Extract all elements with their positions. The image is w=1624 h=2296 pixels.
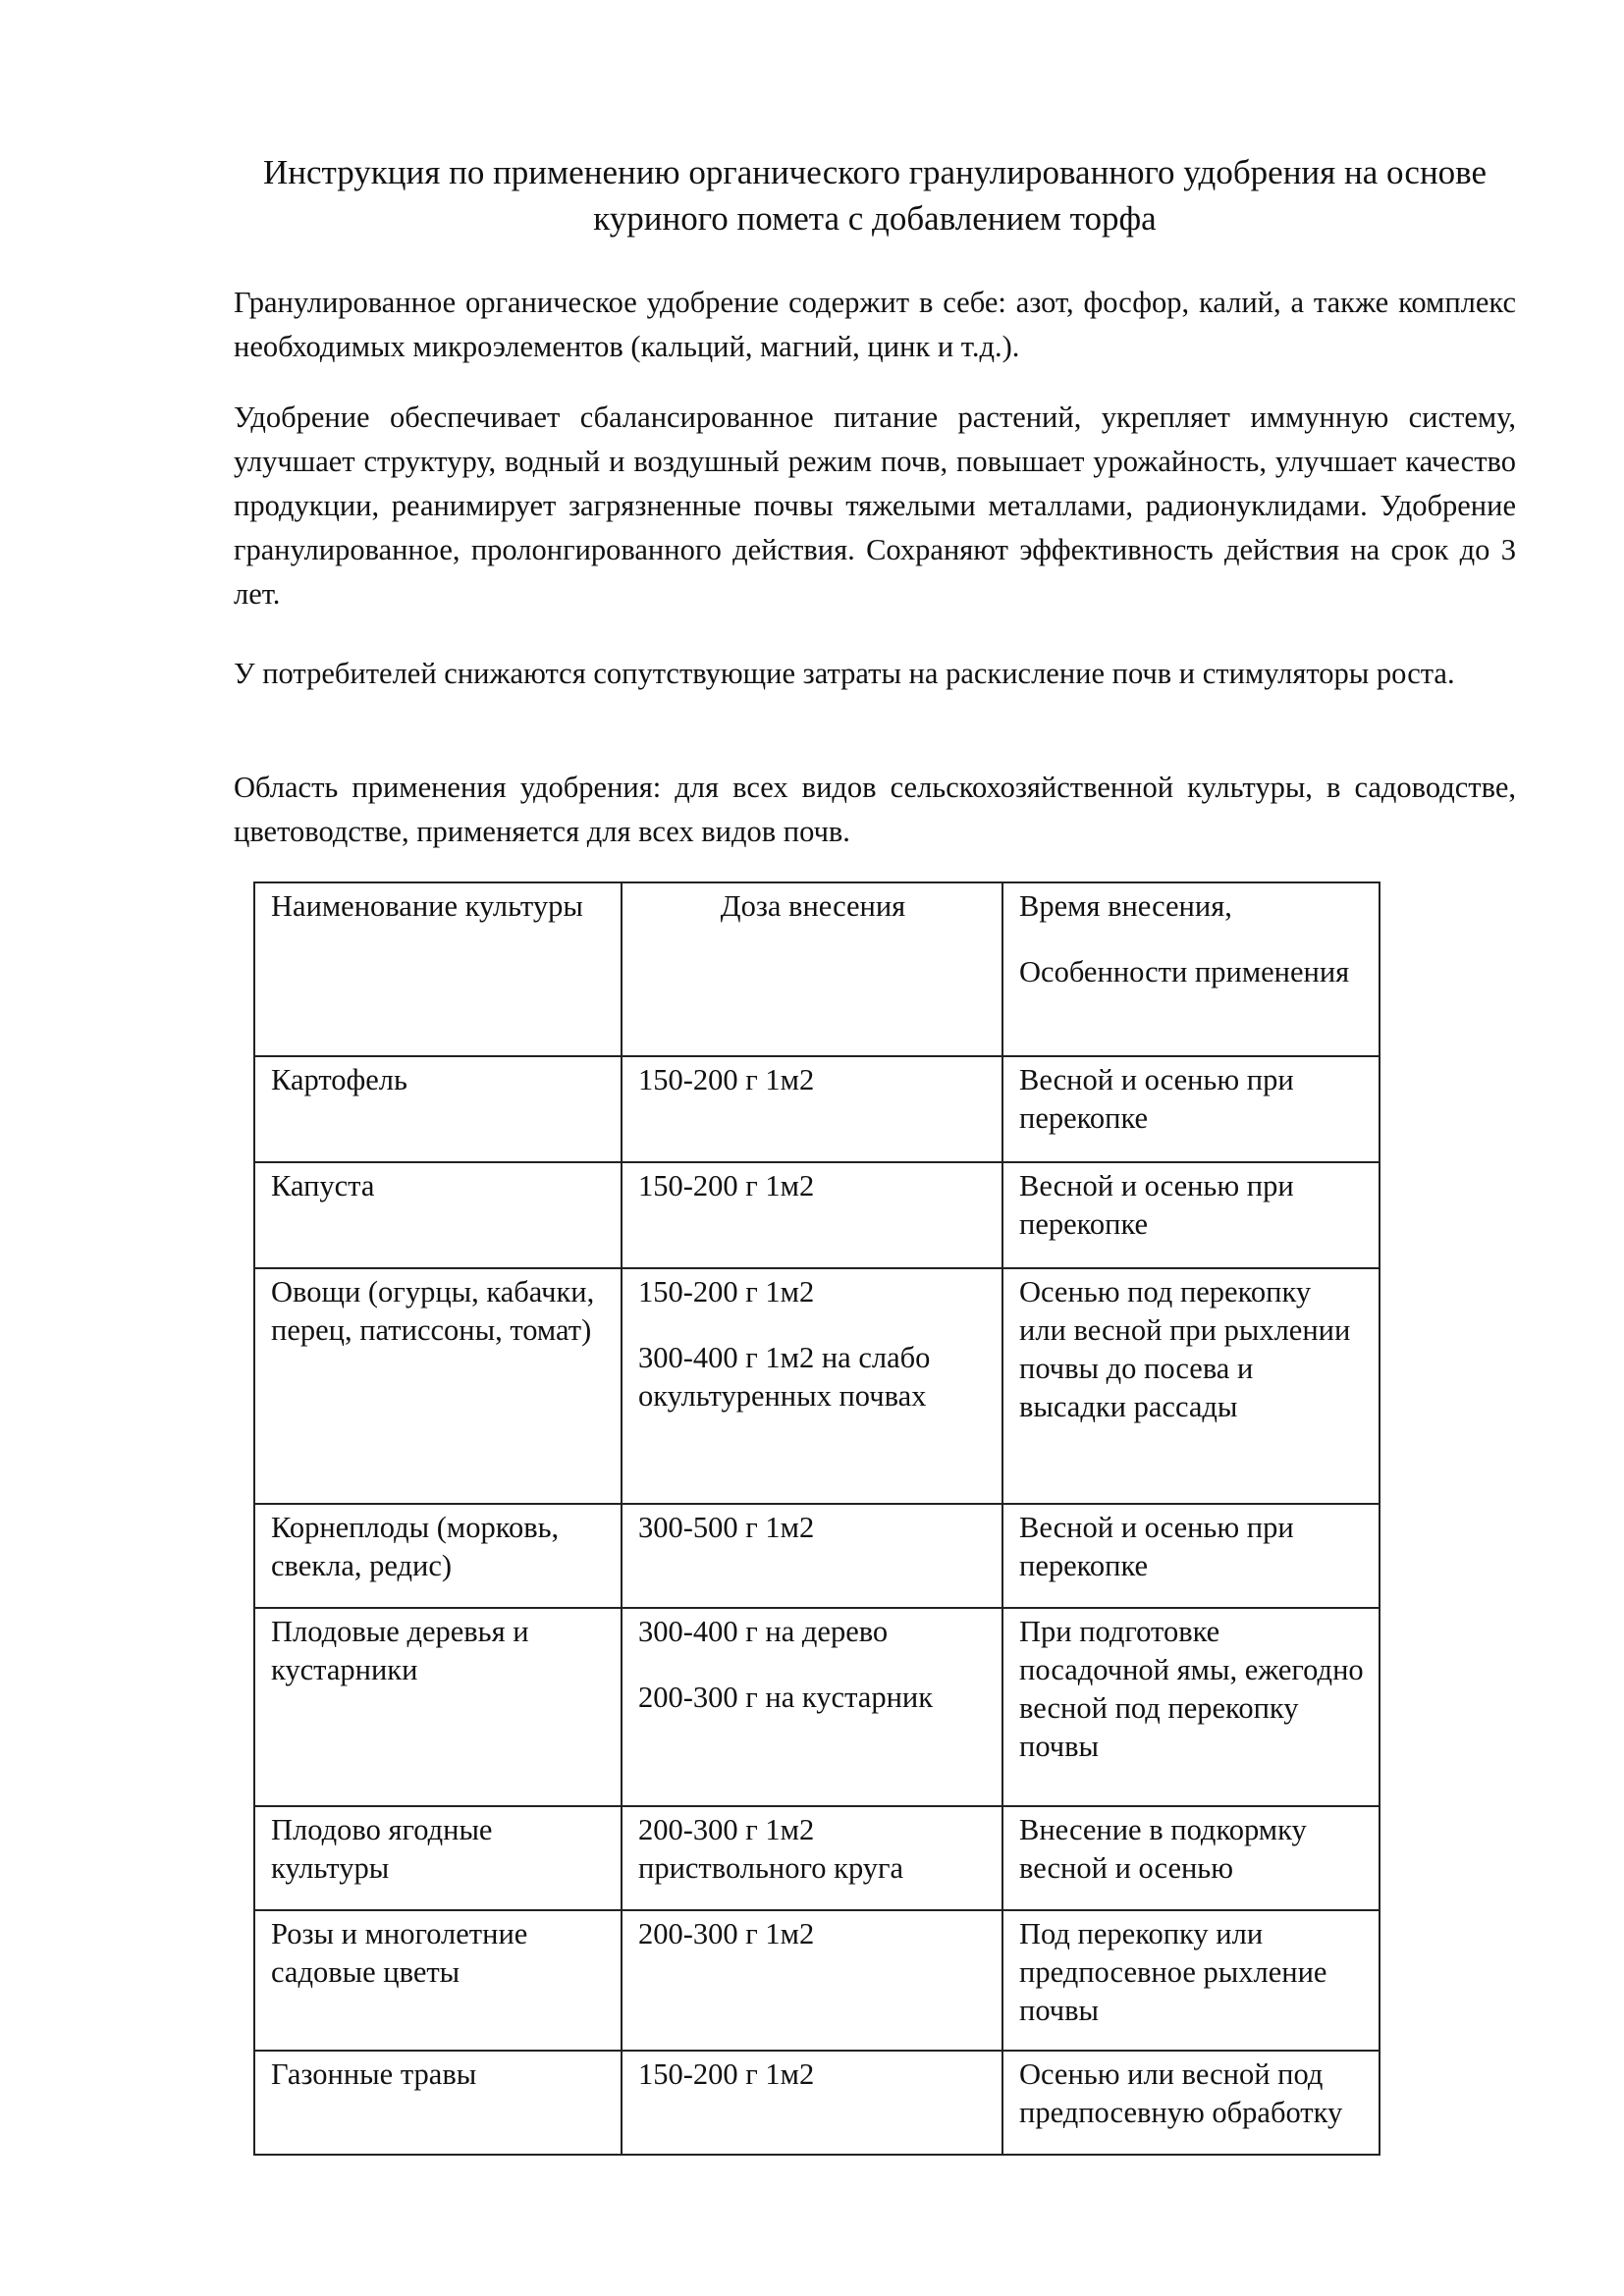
table-row (254, 1504, 1380, 1608)
cell-time (1002, 2051, 1380, 2155)
table-row (254, 1806, 1380, 1910)
header-dose-label: Доза внесения (720, 889, 906, 923)
cell-crop (254, 2051, 622, 2155)
cell-dose (622, 1268, 1002, 1504)
table-row (254, 2051, 1380, 2155)
cell-time-text: Внесение в подкормку весной и осенью (1019, 1813, 1307, 1885)
cell-time-text: Осенью или весной под предпосевную обработку (1019, 2057, 1343, 2129)
cell-crop-text: Корнеплоды (морковь, свекла, редис) (271, 1511, 560, 1582)
cell-crop (254, 1910, 622, 2051)
cell-crop-text: Картофель (271, 1063, 407, 1096)
cell-time (1002, 1162, 1380, 1268)
cell-dose (622, 2051, 1002, 2155)
cell-crop-text: Капуста (271, 1169, 375, 1202)
header-crop-label: Наименование культуры (271, 889, 583, 923)
header-time-extra: Особенности применения (1019, 955, 1350, 988)
cell-dose-text: 150-200 г 1м2 (638, 1169, 815, 1202)
cell-dose (622, 1504, 1002, 1608)
table-row (254, 1162, 1380, 1268)
paragraph-costs: У потребителей снижаются сопутствующие затраты на раскисление почв и стимуляторы роста. (234, 657, 1455, 690)
cell-crop (254, 1806, 622, 1910)
cell-crop-text: Газонные травы (271, 2057, 477, 2091)
document-title: Инструкция по применению органического гранулированного удобрения на основе куриного помета с добавлением торфа (262, 153, 1488, 238)
cell-crop (254, 1056, 622, 1162)
cell-time-text: Весной и осенью при перекопке (1019, 1511, 1294, 1582)
cell-time-text: При подготовке посадочной ямы, ежегодно весной под перекопку почвы (1019, 1615, 1364, 1763)
header-dose (622, 882, 1002, 1056)
header-time (1002, 882, 1380, 1056)
cell-crop-text: Плодовые деревья и кустарники (271, 1615, 529, 1686)
cell-time (1002, 1268, 1380, 1504)
table-row (254, 1608, 1380, 1806)
cell-time (1002, 1504, 1380, 1608)
cell-time (1002, 1056, 1380, 1162)
header-time-label: Время внесения, (1019, 889, 1232, 923)
cell-dose-text: 300-500 г 1м2 (638, 1511, 815, 1544)
cell-time-text: Осенью под перекопку или весной при рыхлении почвы до посева и высадки рассады (1019, 1275, 1351, 1423)
cell-dose-text: 150-200 г 1м2 (638, 1275, 815, 1308)
cell-gap (638, 1311, 988, 1339)
cell-gap (638, 1651, 988, 1679)
cell-dose (622, 1806, 1002, 1910)
cell-dose (622, 1162, 1002, 1268)
table-row (254, 1910, 1380, 2051)
cell-crop-text: Плодово ягодные культуры (271, 1813, 493, 1885)
paragraph-application-area: Область применения удобрения: для всех видов сельскохозяйственной культуры, в садоводстве, цветоводстве, применяется для всех видов почв. (234, 771, 1516, 848)
cell-dose-extra: 300-400 г 1м2 на слабо окультуренных почвах (638, 1341, 931, 1413)
cell-crop (254, 1504, 622, 1608)
cell-dose-text: 200-300 г 1м2 (638, 1917, 815, 1950)
cell-gap (1019, 926, 1365, 953)
header-crop (254, 882, 622, 1056)
cell-dose-text: 150-200 г 1м2 (638, 1063, 815, 1096)
cell-dose-text: 200-300 г 1м2 приствольного круга (638, 1813, 904, 1885)
cell-dose (622, 1608, 1002, 1806)
cell-time-text: Под перекопку или предпосевное рыхление почвы (1019, 1917, 1327, 2027)
cell-time-text: Весной и осенью при перекопке (1019, 1169, 1294, 1241)
cell-dose-text: 300-400 г на дерево (638, 1615, 889, 1648)
paragraph-benefits: Удобрение обеспечивает сбалансированное питание растений, укрепляет иммунную систему, улучшает структуру, водный и воздушный режим почв, повышает урожайность, улучшает качество продукции, реанимирует загрязненные почвы тяжелыми металлами, радионуклидами. Удобрение гранулированное, пролонгированного действия. Сохраняют эффективность действия на срок до 3 лет. (234, 400, 1516, 611)
cell-dose (622, 1910, 1002, 2051)
cell-time (1002, 1910, 1380, 2051)
cell-time (1002, 1608, 1380, 1806)
cell-time-text: Весной и осенью при перекопке (1019, 1063, 1294, 1135)
table-header-row (254, 882, 1380, 1056)
table-row (254, 1268, 1380, 1504)
cell-dose-text: 150-200 г 1м2 (638, 2057, 815, 2091)
cell-crop (254, 1162, 622, 1268)
paragraph-composition: Гранулированное органическое удобрение содержит в себе: азот, фосфор, калий, а также комплекс необходимых микроэлементов (кальций, магний, цинк и т.д.). (234, 286, 1516, 363)
cell-crop (254, 1608, 622, 1806)
cell-dose (622, 1056, 1002, 1162)
cell-crop-text: Розы и многолетние садовые цветы (271, 1917, 528, 1989)
table-row (254, 1056, 1380, 1162)
cell-crop-text: Овощи (огурцы, кабачки, перец, патиссоны, томат) (271, 1275, 595, 1347)
cell-time (1002, 1806, 1380, 1910)
cell-crop (254, 1268, 622, 1504)
cell-dose-extra: 200-300 г на кустарник (638, 1681, 934, 1714)
dosage-table (253, 881, 1380, 2156)
